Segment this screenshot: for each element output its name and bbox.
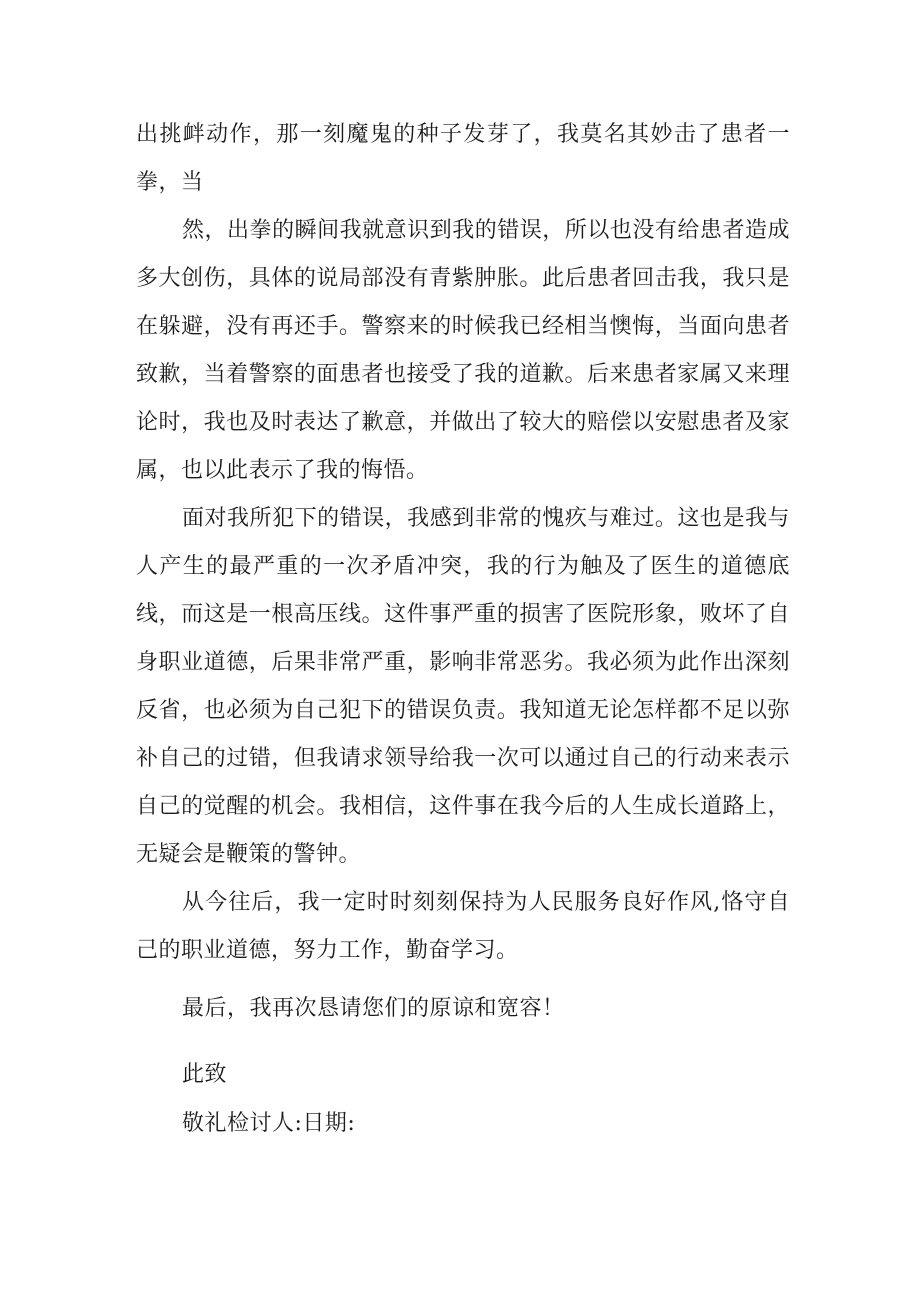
paragraph-continuation: 出挑衅动作，那一刻魔鬼的种子发芽了，我莫名其妙击了患者一拳，当 xyxy=(136,122,790,195)
closing-salutation: 此致 xyxy=(182,1062,228,1087)
paragraph-reflection: 面对我所犯下的错误，我感到非常的愧疚与难过。这也是我与人产生的最严重的一次矛盾冲突，我的行为触及了医生的道德底线，而这是一根高压线。这件事严重的损害了医院形象，败坏了自身职业道德，后果非常严重，影响非常恶劣。我必须为此作出深刻反省，也必须为自己犯下的错误负责。我知道无论怎样都不足以弥补自己的过错，但我请求领导给我一次可以通过自己的行动来表示自己的觉醒的机会。我相信，这件事在我今后的人生成长道路上，无疑会是鞭策的警钟。 xyxy=(136,506,790,867)
signature-line: 敬礼检讨人:日期: xyxy=(182,1111,356,1136)
paragraph-final-plea: 最后，我再次恳请您们的原谅和宽容！ xyxy=(182,996,565,1021)
paragraph-apology-details: 然，出拳的瞬间我就意识到我的错误，所以也没有给患者造成多大创伤，具体的说局部没有青紫肿胀。此后患者回击我，我只是在躲避，没有再还手。警察来的时候我已经相当懊悔，当面向患者致歉，当着警察的面患者也接受了我的道歉。后来患者家属又来理论时，我也及时表达了歉意，并做出了较大的赔偿以安慰患者及家属，也以此表示了我的悔悟。 xyxy=(136,218,790,483)
paragraph-commitment: 从今往后，我一定时时刻刻保持为人民服务良好作风,恪守自己的职业道德，努力工作，勤奋学习。 xyxy=(136,890,790,963)
